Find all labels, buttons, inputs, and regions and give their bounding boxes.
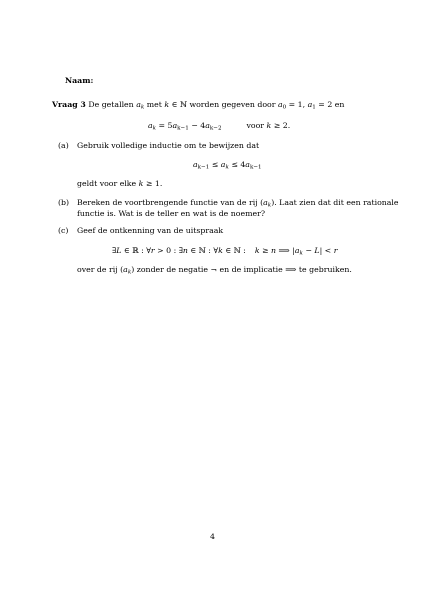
part-a-text: Gebruik volledige inductie om te bewijzen dat xyxy=(77,141,260,150)
part-a-condition: geldt voor elke k ≥ 1. xyxy=(77,179,163,188)
part-b-label: (b) xyxy=(58,198,70,207)
part-a-label: (a) xyxy=(58,141,69,150)
part-a-inequality: $a_{k-1} \le a_k \le 4a_{k-1}$ xyxy=(193,160,262,171)
part-c-text: Geef de ontkenning van de uitspraak xyxy=(77,226,224,235)
part-c-statement: ∃L ∈ ℝ : ∀r > 0 : ∃n ∈ ℕ : ∀k ∈ ℕ : k ≥ n ⟹ $|a_k - L| < r$ xyxy=(112,246,338,257)
name-label: Naam: xyxy=(65,76,94,85)
page-number: 4 xyxy=(210,532,215,541)
part-b-line1: Bereken de voortbrengende functie van de rij $(a_k)$. Laat zien dat dit een rationale xyxy=(77,198,399,209)
recurrence-formula: $a_k = 5a_{k-1} - 4a_{k-2}$ voor k ≥ 2. xyxy=(148,121,291,132)
part-c-label: (c) xyxy=(58,226,69,235)
part-b-line2: functie is. Wat is de teller en wat is de noemer? xyxy=(77,209,266,218)
part-c-instruction: over de rij $(a_k)$ zonder de negatie ¬ en de implicatie ⟹ te gebruiken. xyxy=(77,265,352,276)
question-intro: Vraag 3 De getallen $a_k$ met k ∈ ℕ worden gegeven door $a_0 = 1$, $a_1 = 2$ en xyxy=(52,100,345,111)
question-label: Vraag 3 xyxy=(52,100,86,109)
